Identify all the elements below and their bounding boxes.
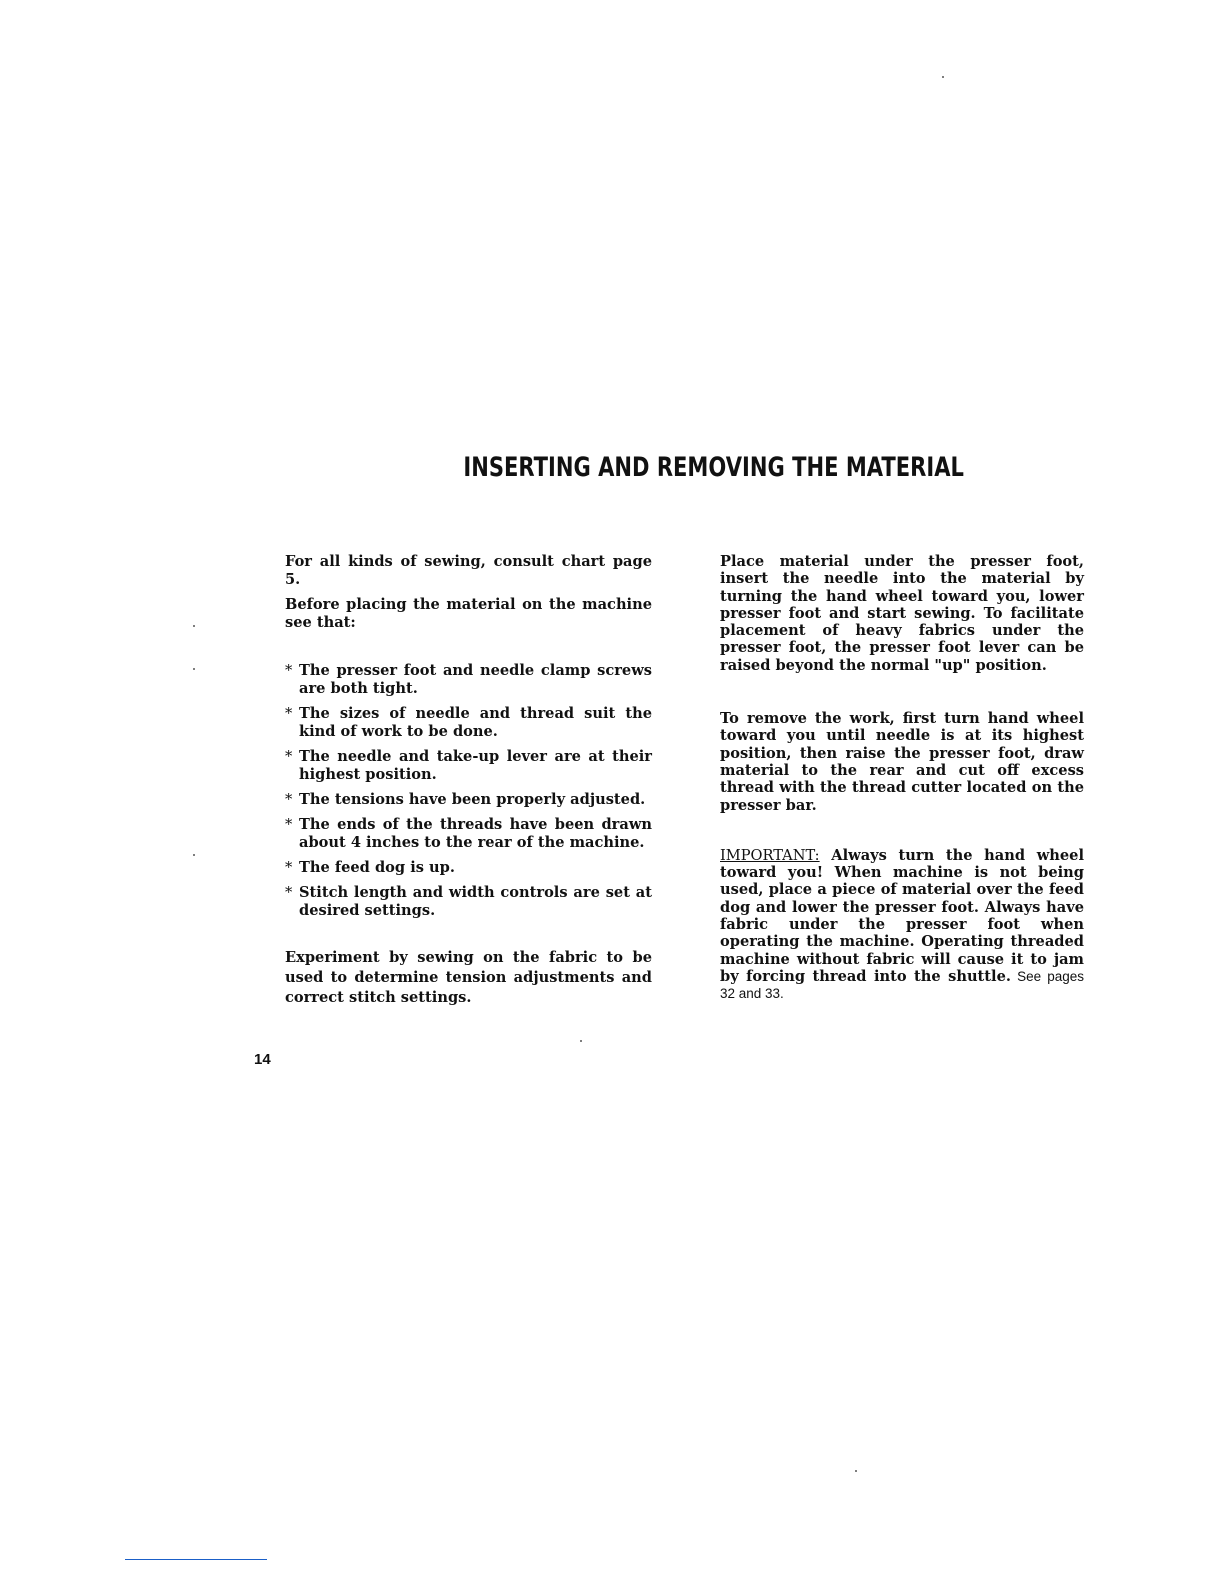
scan-speck	[942, 76, 944, 78]
page-number: 14	[254, 1051, 271, 1068]
list-item: * The needle and take-up lever are at their highest position.	[285, 748, 652, 783]
scan-speck	[580, 1040, 582, 1042]
intro-paragraph: For all kinds of sewing, consult chart page 5.	[285, 553, 652, 588]
list-item: * Stitch length and width controls are set at desired settings.	[285, 884, 652, 919]
right-column	[720, 553, 1084, 1003]
list-item: * The feed dog is up.	[285, 859, 455, 876]
bullet-marker: *	[285, 791, 293, 808]
see-pages-reference: See pages 32 and 33.	[720, 968, 1084, 1002]
bullet-marker: *	[285, 748, 293, 765]
list-item: * The tensions have been properly adjusted.	[285, 791, 646, 808]
checklist-intro: Before placing the material on the machine see that:	[285, 596, 652, 631]
list-item: * The presser foot and needle clamp screws are both tight.	[285, 662, 652, 697]
important-text: Always turn the hand wheel toward you! When machine is not being used, place a piece of material over the feed dog and lower the presser foot. Always have fabric under the presser foot when operating the machine. Operating threaded machine without fabric will cause it to jam by forcing thread into the shuttle.	[720, 846, 1084, 985]
list-item: * The ends of the threads have been drawn about 4 inches to the rear of the machine.	[285, 816, 652, 851]
removal-paragraph: To remove the work, first turn hand wheel toward you until needle is at its highest position, then raise the presser foot, draw material to the rear and cut off excess thread with the thread cutter located on the presser bar.	[720, 710, 1084, 814]
checklist	[285, 662, 652, 920]
scan-speck	[193, 625, 195, 627]
placement-paragraph: Place material under the presser foot, insert the needle into the material by turning the hand wheel toward you, lower presser foot and start sewing. To facilitate placement of heavy fabrics under the presser foot, the presser foot lever can be raised beyond the normal "up" position.	[720, 553, 1084, 674]
important-label: IMPORTANT:	[720, 846, 820, 864]
important-paragraph	[720, 847, 1084, 1003]
footer-divider	[125, 1559, 267, 1560]
scan-speck	[193, 668, 195, 670]
scan-speck	[193, 854, 195, 856]
experiment-paragraph: Experiment by sewing on the fabric to be used to determine tension adjustments and correct stitch settings.	[285, 949, 652, 1006]
left-column	[285, 553, 652, 1008]
bullet-marker: *	[285, 705, 293, 722]
bullet-marker: *	[285, 816, 293, 833]
bullet-marker: *	[285, 884, 293, 901]
bullet-marker: *	[285, 859, 293, 876]
list-item: * The sizes of needle and thread suit the kind of work to be done.	[285, 705, 652, 740]
scan-speck	[855, 1470, 857, 1472]
bullet-marker: *	[285, 662, 293, 679]
page-title: INSERTING AND REMOVING THE MATERIAL	[463, 452, 964, 483]
